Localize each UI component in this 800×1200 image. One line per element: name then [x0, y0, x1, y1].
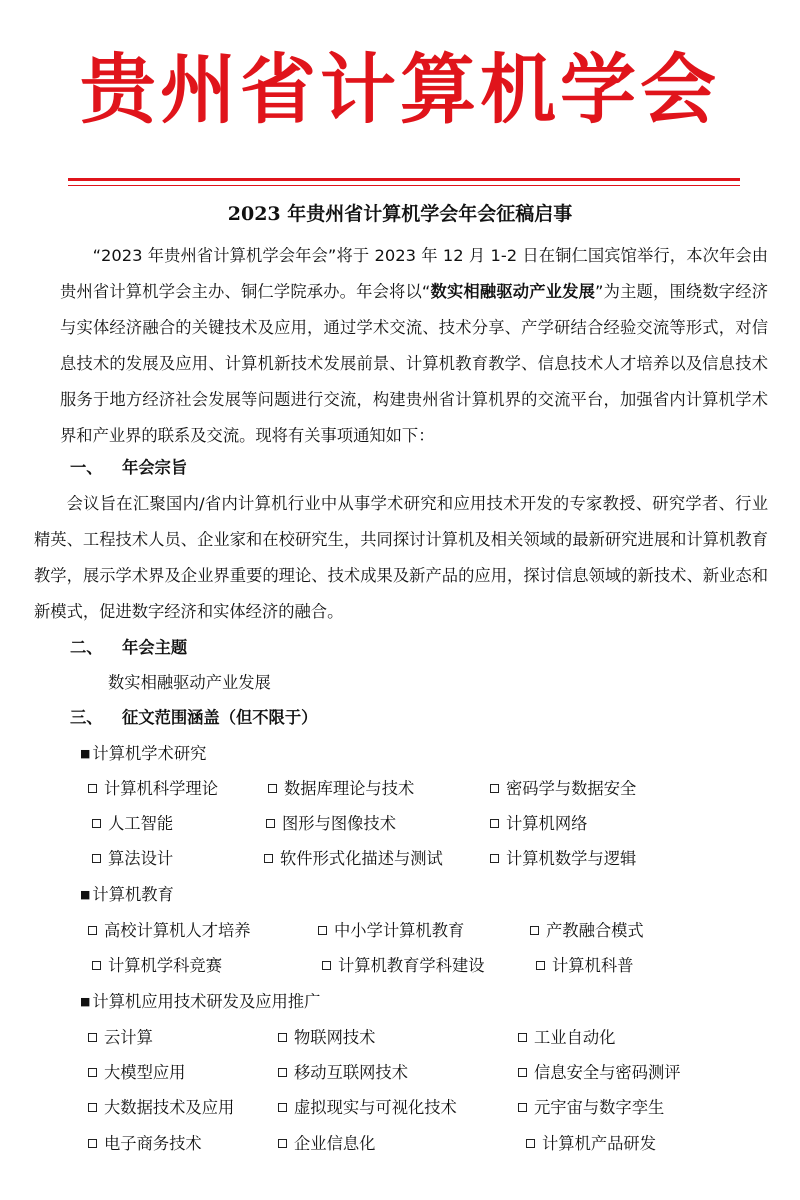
intro-text-1: “2023 年贵州省计算机学会年会”将于 2023 年 12 月 1-2 日在铜仁国宾馆举行，本次年会由贵州省计算机学会主办、铜仁学院承办。年会将以“	[60, 246, 768, 301]
topic-item: 产教融合模式	[530, 913, 644, 949]
masthead-title: 贵州省计算机学会	[80, 45, 720, 134]
intro-text-2: ”为主题，围绕数字经济与实体经济融合的关键技术及应用，通过学术交流、技术分享、产学研结合经验交流等形式，对信息技术的发展及应用、计算机新技术发展前景、计算机教育教学、信息技术人才培养以及信息技术服务于地方经济社会发展等问题进行交流，构建贵州省计算机界的交流平台，加强省内计算机学术界和产业界的联系及交流。现将有关事项通知如下：	[60, 282, 768, 445]
intro-theme-bold: 数实相融驱动产业发展	[430, 282, 596, 301]
checkbox-icon	[268, 784, 277, 793]
masthead-rule-thick	[68, 178, 740, 181]
section-2-heading	[70, 630, 187, 666]
topic-item: 大数据技术及应用	[88, 1090, 234, 1126]
topic-item: 数据库理论与技术	[268, 771, 414, 807]
topic-item: 计算机数学与逻辑	[490, 841, 636, 877]
topic-item: 计算机教育学科建设	[322, 948, 485, 984]
topic-item: 云计算	[88, 1020, 153, 1056]
checkbox-icon	[518, 1103, 527, 1112]
topic-item: 计算机网络	[490, 806, 587, 842]
document-title: 2023 年贵州省计算机学会年会征稿启事	[227, 203, 573, 225]
square-bullet-icon: ■	[80, 888, 91, 901]
checkbox-icon	[278, 1033, 287, 1042]
topic-item: 元宇宙与数字孪生	[518, 1090, 664, 1126]
topic-item: 计算机科普	[536, 948, 633, 984]
checkbox-icon	[530, 926, 539, 935]
section-1-title: 年会宗旨	[122, 458, 188, 477]
checkbox-icon	[88, 1068, 97, 1077]
topic-item: 电子商务技术	[88, 1126, 202, 1162]
section-2-title: 年会主题	[122, 638, 188, 657]
topic-item: 算法设计	[92, 841, 173, 877]
topic-item: 高校计算机人才培养	[88, 913, 251, 949]
checkbox-icon	[322, 961, 331, 970]
topic-item: 大模型应用	[88, 1055, 185, 1091]
topic-item: 软件形式化描述与测试	[264, 841, 443, 877]
checkbox-icon	[490, 819, 499, 828]
square-bullet-icon: ■	[80, 995, 91, 1008]
checkbox-icon	[536, 961, 545, 970]
section-1-number: 一、	[70, 458, 103, 477]
checkbox-icon	[278, 1068, 287, 1077]
topic-item: 计算机学科竞赛	[92, 948, 222, 984]
checkbox-icon	[88, 1033, 97, 1042]
checkbox-icon	[526, 1139, 535, 1148]
checkbox-icon	[92, 819, 101, 828]
category-education-title: 计算机教育	[92, 885, 174, 904]
topic-item: 计算机科学理论	[88, 771, 218, 807]
topic-item: 物联网技术	[278, 1020, 375, 1056]
section-3-title: 征文范围涵盖（但不限于）	[122, 708, 318, 727]
checkbox-icon	[92, 854, 101, 863]
topic-item: 移动互联网技术	[278, 1055, 408, 1091]
checkbox-icon	[518, 1068, 527, 1077]
checkbox-icon	[264, 854, 273, 863]
section-2-body: 数实相融驱动产业发展	[108, 673, 271, 692]
checkbox-icon	[88, 1139, 97, 1148]
topic-item: 密码学与数据安全	[490, 771, 636, 807]
topic-item: 虚拟现实与可视化技术	[278, 1090, 457, 1126]
checkbox-icon	[490, 784, 499, 793]
masthead-rule-thin	[68, 185, 740, 186]
category-research-title: 计算机学术研究	[92, 744, 207, 763]
section-3-number: 三、	[70, 708, 103, 727]
checkbox-icon	[278, 1103, 287, 1112]
section-3-heading	[70, 700, 317, 736]
category-application-heading	[80, 984, 320, 1020]
checkbox-icon	[92, 961, 101, 970]
topic-item: 工业自动化	[518, 1020, 615, 1056]
topic-item: 企业信息化	[278, 1126, 375, 1162]
checkbox-icon	[266, 819, 275, 828]
intro-paragraph	[60, 238, 768, 454]
checkbox-icon	[88, 1103, 97, 1112]
section-1-body: 会议旨在汇聚国内/省内计算机行业中从事学术研究和应用技术开发的专家教授、研究学者、行业精英、工程技术人员、企业家和在校研究生，共同探讨计算机及相关领域的最新研究进展和计算机教育教学，展示学术界及企业界重要的理论、技术成果及新产品的应用，探讨信息领域的新技术、新业态和新模式，促进数字经济和实体经济的融合。	[34, 494, 768, 621]
checkbox-icon	[318, 926, 327, 935]
topic-item: 图形与图像技术	[266, 806, 396, 842]
checkbox-icon	[88, 784, 97, 793]
category-research-heading	[80, 736, 206, 772]
checkbox-icon	[490, 854, 499, 863]
section-2-number: 二、	[70, 638, 103, 657]
topic-item: 计算机产品研发	[526, 1126, 656, 1162]
category-application-title: 计算机应用技术研发及应用推广	[92, 992, 321, 1011]
checkbox-icon	[278, 1139, 287, 1148]
topic-item: 信息安全与密码测评	[518, 1055, 681, 1091]
checkbox-icon	[88, 926, 97, 935]
topic-item: 人工智能	[92, 806, 173, 842]
section-1-heading	[70, 450, 187, 486]
checkbox-icon	[518, 1033, 527, 1042]
category-education-heading	[80, 877, 174, 913]
topic-item: 中小学计算机教育	[318, 913, 464, 949]
square-bullet-icon: ■	[80, 747, 91, 760]
